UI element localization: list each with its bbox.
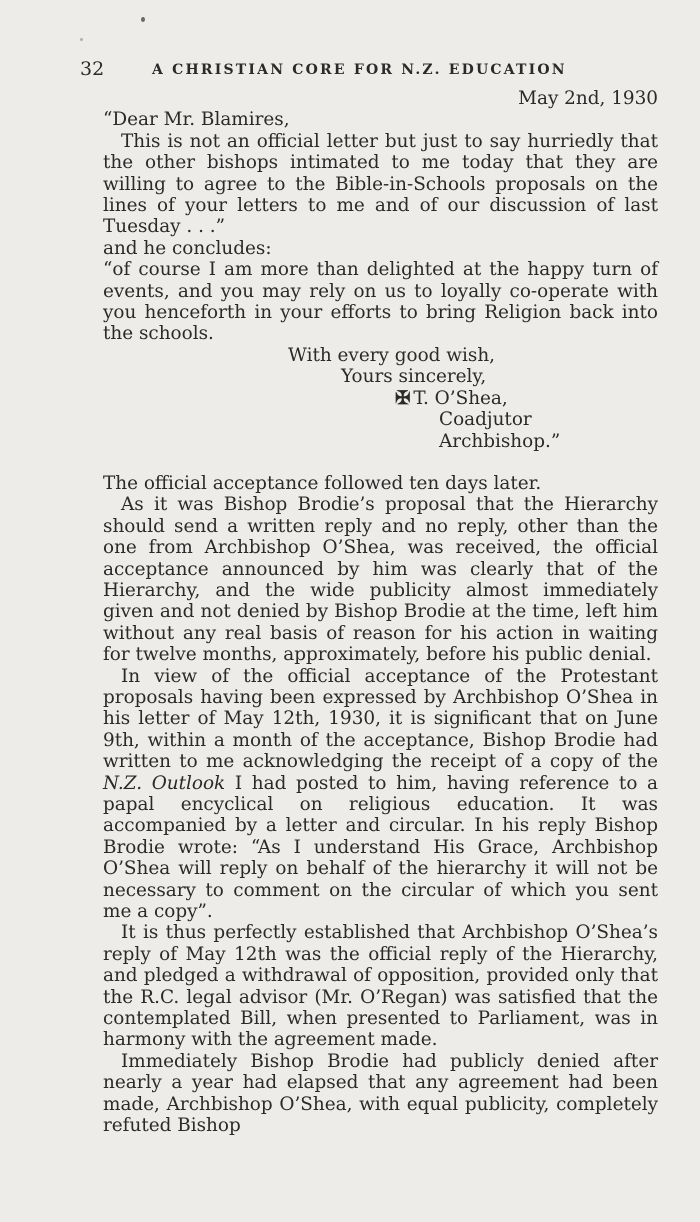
letter-transition: and he concludes:: [103, 237, 272, 259]
cross-icon: ✠: [395, 387, 411, 409]
letter-salutation: “Dear Mr. Blamires,: [103, 109, 290, 131]
letter-signature: T. O’Shea,: [413, 387, 508, 409]
paragraph-immediately: Immediately Bishop Brodie had publicly denied after nearly a year had elapsed that any agreement had been made, Archbishop O’Shea, with equal publicity, completely refuted Bishop: [103, 1050, 658, 1137]
paragraph-established: It is thus perfectly established that Archbishop O’Shea’s reply of May 12th was the official reply of the Hierarchy, and pledged a withdrawal of opposition, provided only that the R.C. legal advisor (Mr. O’Regan) was satisfied that the contemplated Bill, when presented to Parliament, was in harmony with the agreement made.: [103, 922, 658, 1051]
paragraph-text: I had posted to him, having reference to a papal encyclical on religious education. It was accompanied by a letter and circular. In his reply Bishop Brodie wrote: “As I understand His Grace, Archbishop O’Shea will reply on behalf of the hierarchy it will not be necessary to comment on the circular of which you sent me a copy”.: [103, 772, 659, 923]
page-number: 32: [80, 58, 105, 80]
paragraph-acceptance: The official acceptance followed ten days later.: [103, 472, 542, 494]
running-title: A CHRISTIAN CORE FOR N.Z. EDUCATION: [152, 62, 567, 78]
body-text: [103, 88, 658, 1137]
letter-signature-line: [103, 388, 658, 409]
paragraph-text: In view of the official acceptance of the Protestant proposals having been expressed by Archbishop O’Shea in his letter of May 12th, 1930, it is significant that on June 9th, within a month of the acceptance, Bishop Brodie had written to me acknowledging the receipt of a copy of the: [103, 665, 658, 773]
letter-signatory-title: Coadjutor Archbishop.”: [439, 409, 561, 452]
publication-title: N.Z. Outlook: [103, 772, 226, 794]
ink-speck: [80, 38, 83, 41]
letter-body: This is not an official letter but just to say hurriedly that the other bishops intimated to me today that they are willing to agree to the Bible-in-Schools proposals on the lines of your letters to me and of our discussion of last Tuesday . . .”: [103, 130, 658, 238]
letter-closing-wish: With every good wish,: [288, 344, 496, 366]
letter-conclusion: “of course I am more than delighted at the happy turn of events, and you may rely on us to loyally co-operate with you henceforth in your efforts to bring Religion back into the schools.: [103, 259, 658, 345]
paragraph-official-acceptance: [103, 666, 658, 923]
running-head: [80, 58, 660, 84]
ink-speck: [141, 17, 145, 22]
letter-closing: Yours sincerely,: [341, 366, 487, 388]
paragraph-gap: [103, 452, 658, 473]
letter-date: May 2nd, 1930: [518, 88, 658, 109]
paragraph-brodie-proposal: As it was Bishop Brodie’s proposal that the Hierarchy should send a written reply and no reply, other than the one from Archbishop O’Shea, was received, the official acceptance announced by him was clearly that of the Hierarchy, and the wide publicity almost immediately given and not denied by Bishop Brodie at the time, left him without any real basis of reason for his action in waiting for twelve months, approximately, before his public denial.: [103, 494, 658, 666]
